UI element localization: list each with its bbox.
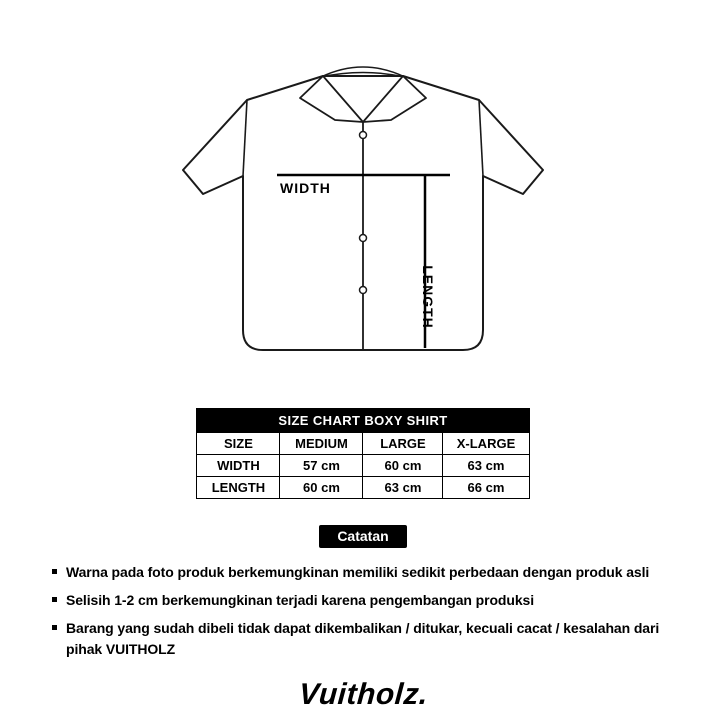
- bullet-icon: [52, 597, 57, 602]
- table-row-length: [197, 477, 529, 499]
- bullet-icon: [52, 625, 57, 630]
- column-header-xlarge: X-LARGE: [443, 433, 529, 455]
- table-cell: 57 cm: [280, 455, 363, 477]
- notes-list: [52, 562, 688, 660]
- size-chart-table: [196, 408, 529, 499]
- button-icon: [360, 132, 367, 139]
- column-header-large: LARGE: [363, 433, 443, 455]
- brand-footer: [0, 678, 726, 712]
- size-chart-title: SIZE CHART BOXY SHIRT: [197, 409, 529, 433]
- row-label: WIDTH: [197, 455, 280, 477]
- column-header-medium: MEDIUM: [280, 433, 363, 455]
- notes-badge: Catatan: [319, 525, 406, 548]
- size-chart-section: [0, 408, 726, 499]
- note-text: Selisih 1-2 cm berkemungkinan terjadi karena pengembangan produksi: [66, 592, 534, 608]
- bullet-icon: [52, 569, 57, 574]
- note-text: Barang yang sudah dibeli tidak dapat dikembalikan / ditukar, kecuali cacat / kesalahan dari pihak VUITHOLZ: [66, 620, 660, 657]
- table-title-row: [197, 409, 529, 433]
- table-header-row: [197, 433, 529, 455]
- brand-logo: Vuitholz.: [297, 678, 429, 711]
- table-cell: 63 cm: [363, 477, 443, 499]
- width-label: WIDTH: [280, 180, 331, 196]
- table-row-width: [197, 455, 529, 477]
- shirt-illustration: [163, 60, 563, 360]
- list-item: [52, 562, 688, 583]
- length-label: LENGTH: [420, 265, 436, 329]
- table-cell: 66 cm: [443, 477, 529, 499]
- column-header-size: SIZE: [197, 433, 280, 455]
- notes-section: [0, 525, 726, 548]
- table-cell: 60 cm: [363, 455, 443, 477]
- list-item: [52, 618, 688, 660]
- list-item: [52, 590, 688, 611]
- table-cell: 60 cm: [280, 477, 363, 499]
- shirt-diagram: [0, 0, 726, 362]
- button-icon: [360, 287, 367, 294]
- button-icon: [360, 235, 367, 242]
- note-text: Warna pada foto produk berkemungkinan memiliki sedikit perbedaan dengan produk asli: [66, 564, 650, 580]
- table-cell: 63 cm: [443, 455, 529, 477]
- row-label: LENGTH: [197, 477, 280, 499]
